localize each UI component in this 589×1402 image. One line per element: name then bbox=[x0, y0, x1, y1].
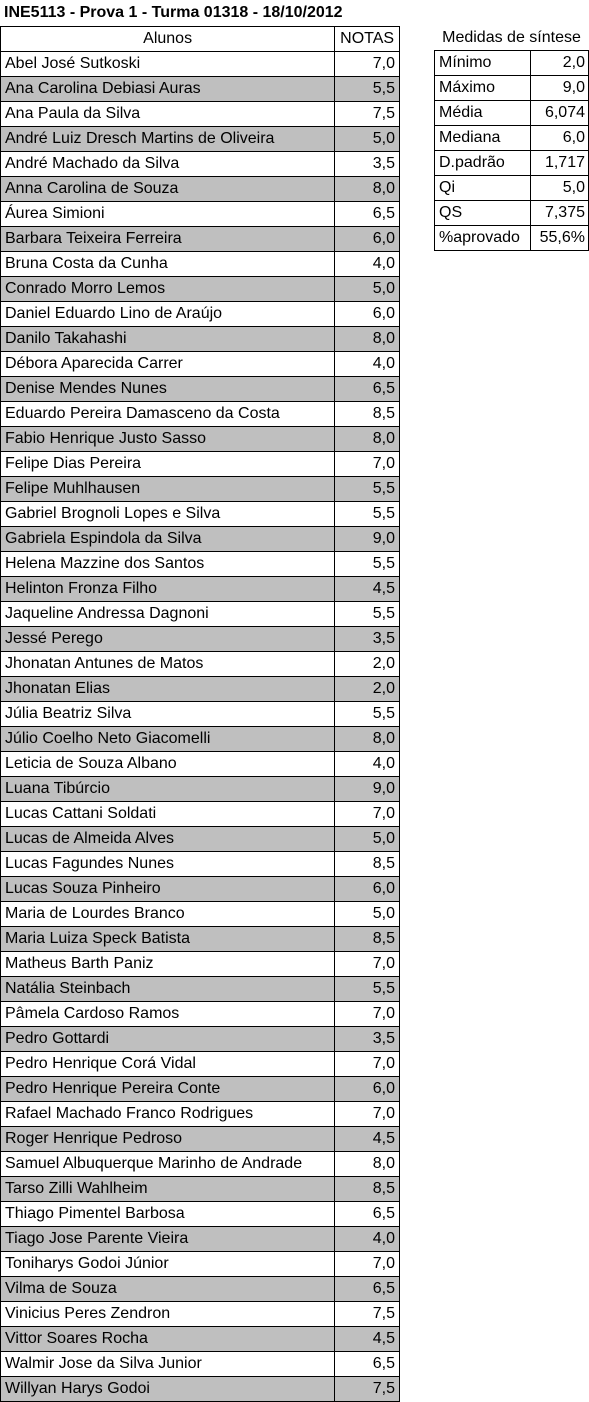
grades-header-row bbox=[1, 27, 400, 52]
student-name-cell[interactable]: Gabriel Brognoli Lopes e Silva bbox=[1, 502, 335, 527]
student-name-cell[interactable]: Daniel Eduardo Lino de Araújo bbox=[1, 302, 335, 327]
grades-table bbox=[0, 26, 400, 1402]
students-column-header[interactable]: Alunos bbox=[1, 27, 335, 52]
summary-value-cell[interactable]: 9,0 bbox=[531, 76, 589, 101]
student-grade-cell[interactable]: 5,0 bbox=[335, 902, 400, 927]
student-name-cell[interactable]: Júlio Coelho Neto Giacomelli bbox=[1, 727, 335, 752]
table-row bbox=[1, 952, 400, 977]
student-grade-cell[interactable]: 7,5 bbox=[335, 1302, 400, 1327]
student-grade-cell[interactable]: 8,0 bbox=[335, 177, 400, 202]
grades-column-header[interactable]: NOTAS bbox=[335, 27, 400, 52]
student-name-cell[interactable]: Denise Mendes Nunes bbox=[1, 377, 335, 402]
summary-value-cell[interactable]: 2,0 bbox=[531, 51, 589, 76]
student-grade-cell[interactable]: 8,5 bbox=[335, 927, 400, 952]
student-name-cell[interactable]: Tarso Zilli Wahlheim bbox=[1, 1177, 335, 1202]
summary-title[interactable]: Medidas de síntese bbox=[442, 29, 581, 46]
table-row bbox=[1, 1302, 400, 1327]
student-grade-cell[interactable]: 7,0 bbox=[335, 1002, 400, 1027]
student-name-cell[interactable]: Willyan Harys Godoi bbox=[1, 1377, 335, 1402]
summary-value-cell[interactable]: 5,0 bbox=[531, 176, 589, 201]
student-name-cell[interactable]: Felipe Dias Pereira bbox=[1, 452, 335, 477]
student-grade-cell[interactable]: 7,0 bbox=[335, 1252, 400, 1277]
student-name-cell[interactable]: Débora Aparecida Carrer bbox=[1, 352, 335, 377]
student-grade-cell[interactable]: 9,0 bbox=[335, 527, 400, 552]
student-grade-cell[interactable]: 6,5 bbox=[335, 1277, 400, 1302]
student-name-cell[interactable]: André Luiz Dresch Martins de Oliveira bbox=[1, 127, 335, 152]
student-grade-cell[interactable]: 4,5 bbox=[335, 1327, 400, 1352]
student-grade-cell[interactable]: 4,5 bbox=[335, 577, 400, 602]
table-row bbox=[1, 77, 400, 102]
student-grade-cell[interactable]: 8,0 bbox=[335, 427, 400, 452]
summary-row bbox=[435, 76, 589, 101]
student-name-cell[interactable]: Lucas de Almeida Alves bbox=[1, 827, 335, 852]
summary-label-cell[interactable]: %aprovado bbox=[435, 226, 531, 251]
student-name-cell[interactable]: André Machado da Silva bbox=[1, 152, 335, 177]
table-row bbox=[1, 1327, 400, 1352]
table-row bbox=[1, 252, 400, 277]
table-row bbox=[1, 452, 400, 477]
table-row bbox=[1, 1352, 400, 1377]
summary-row bbox=[435, 176, 589, 201]
student-grade-cell[interactable]: 4,0 bbox=[335, 752, 400, 777]
student-grade-cell[interactable]: 6,0 bbox=[335, 877, 400, 902]
table-row bbox=[1, 352, 400, 377]
table-row bbox=[1, 152, 400, 177]
student-grade-cell[interactable]: 7,0 bbox=[335, 52, 400, 77]
table-row bbox=[1, 1027, 400, 1052]
student-name-cell[interactable]: Lucas Cattani Soldati bbox=[1, 802, 335, 827]
table-row bbox=[1, 1177, 400, 1202]
summary-table bbox=[434, 26, 589, 251]
summary-value-cell[interactable]: 6,0 bbox=[531, 126, 589, 151]
table-row bbox=[1, 1152, 400, 1177]
table-row bbox=[1, 1277, 400, 1302]
student-grade-cell[interactable]: 5,5 bbox=[335, 602, 400, 627]
table-row bbox=[1, 902, 400, 927]
student-name-cell[interactable]: Maria Luiza Speck Batista bbox=[1, 927, 335, 952]
student-name-cell[interactable]: Abel José Sutkoski bbox=[1, 52, 335, 77]
summary-row bbox=[435, 101, 589, 126]
student-grade-cell[interactable]: 6,5 bbox=[335, 1202, 400, 1227]
student-name-cell[interactable]: Anna Carolina de Souza bbox=[1, 177, 335, 202]
table-row bbox=[1, 227, 400, 252]
student-grade-cell[interactable]: 8,0 bbox=[335, 1152, 400, 1177]
student-grade-cell[interactable]: 4,5 bbox=[335, 1127, 400, 1152]
table-row bbox=[1, 1252, 400, 1277]
student-grade-cell[interactable]: 7,0 bbox=[335, 1052, 400, 1077]
student-grade-cell[interactable]: 4,0 bbox=[335, 1227, 400, 1252]
table-row bbox=[1, 427, 400, 452]
summary-label-cell[interactable]: Média bbox=[435, 101, 531, 126]
table-row bbox=[1, 577, 400, 602]
student-name-cell[interactable]: Barbara Teixeira Ferreira bbox=[1, 227, 335, 252]
student-name-cell[interactable]: Ana Carolina Debiasi Auras bbox=[1, 77, 335, 102]
table-row bbox=[1, 1377, 400, 1402]
student-name-cell[interactable]: Vilma de Souza bbox=[1, 1277, 335, 1302]
student-grade-cell[interactable]: 5,5 bbox=[335, 77, 400, 102]
student-name-cell[interactable]: Felipe Muhlhausen bbox=[1, 477, 335, 502]
student-name-cell[interactable]: Matheus Barth Paniz bbox=[1, 952, 335, 977]
student-name-cell[interactable]: Leticia de Souza Albano bbox=[1, 752, 335, 777]
table-row bbox=[1, 327, 400, 352]
student-grade-cell[interactable]: 6,5 bbox=[335, 377, 400, 402]
student-name-cell[interactable]: Júlia Beatriz Silva bbox=[1, 702, 335, 727]
student-name-cell[interactable]: Ana Paula da Silva bbox=[1, 102, 335, 127]
table-row bbox=[1, 127, 400, 152]
student-grade-cell[interactable]: 7,0 bbox=[335, 952, 400, 977]
student-name-cell[interactable]: Vinicius Peres Zendron bbox=[1, 1302, 335, 1327]
student-grade-cell[interactable]: 6,0 bbox=[335, 302, 400, 327]
summary-label-cell[interactable]: Qi bbox=[435, 176, 531, 201]
student-grade-cell[interactable]: 4,0 bbox=[335, 252, 400, 277]
student-name-cell[interactable]: Jessé Perego bbox=[1, 627, 335, 652]
table-row bbox=[1, 602, 400, 627]
student-name-cell[interactable]: Gabriela Espindola da Silva bbox=[1, 527, 335, 552]
summary-value-cell[interactable]: 6,074 bbox=[531, 101, 589, 126]
student-name-cell[interactable]: Rafael Machado Franco Rodrigues bbox=[1, 1102, 335, 1127]
table-row bbox=[1, 377, 400, 402]
summary-label-cell[interactable]: Máximo bbox=[435, 76, 531, 101]
table-row bbox=[1, 977, 400, 1002]
table-row bbox=[1, 827, 400, 852]
student-grade-cell[interactable]: 6,0 bbox=[335, 227, 400, 252]
summary-row bbox=[435, 151, 589, 176]
sheet-title: INE5113 - Prova 1 - Turma 01318 - 18/10/2012 bbox=[4, 4, 343, 21]
student-grade-cell[interactable]: 4,0 bbox=[335, 352, 400, 377]
summary-row bbox=[435, 226, 589, 251]
student-name-cell[interactable]: Walmir Jose da Silva Junior bbox=[1, 1352, 335, 1377]
table-row bbox=[1, 177, 400, 202]
student-grade-cell[interactable]: 8,0 bbox=[335, 327, 400, 352]
table-row bbox=[1, 502, 400, 527]
table-row bbox=[1, 777, 400, 802]
student-grade-cell[interactable]: 5,5 bbox=[335, 502, 400, 527]
student-name-cell[interactable]: Luana Tibúrcio bbox=[1, 777, 335, 802]
student-name-cell[interactable]: Bruna Costa da Cunha bbox=[1, 252, 335, 277]
student-name-cell[interactable]: Fabio Henrique Justo Sasso bbox=[1, 427, 335, 452]
student-grade-cell[interactable]: 2,0 bbox=[335, 677, 400, 702]
student-grade-cell[interactable]: 5,0 bbox=[335, 127, 400, 152]
table-row bbox=[1, 627, 400, 652]
summary-value-cell[interactable]: 55,6% bbox=[531, 226, 589, 251]
table-row bbox=[1, 702, 400, 727]
student-name-cell[interactable]: Vittor Soares Rocha bbox=[1, 1327, 335, 1352]
table-row bbox=[1, 927, 400, 952]
student-name-cell[interactable]: Jhonatan Antunes de Matos bbox=[1, 652, 335, 677]
summary-row bbox=[435, 201, 589, 226]
table-row bbox=[1, 752, 400, 777]
table-row bbox=[1, 677, 400, 702]
summary-label-cell[interactable]: D.padrão bbox=[435, 151, 531, 176]
student-name-cell[interactable]: Helinton Fronza Filho bbox=[1, 577, 335, 602]
student-grade-cell[interactable]: 8,5 bbox=[335, 402, 400, 427]
student-grade-cell[interactable]: 6,0 bbox=[335, 1077, 400, 1102]
table-row bbox=[1, 1202, 400, 1227]
table-row bbox=[1, 402, 400, 427]
student-grade-cell[interactable]: 5,0 bbox=[335, 827, 400, 852]
table-row bbox=[1, 1002, 400, 1027]
student-name-cell[interactable]: Lucas Souza Pinheiro bbox=[1, 877, 335, 902]
student-name-cell[interactable]: Maria de Lourdes Branco bbox=[1, 902, 335, 927]
student-name-cell[interactable]: Lucas Fagundes Nunes bbox=[1, 852, 335, 877]
table-row bbox=[1, 477, 400, 502]
table-row bbox=[1, 802, 400, 827]
table-row bbox=[1, 1127, 400, 1152]
student-grade-cell[interactable]: 5,5 bbox=[335, 702, 400, 727]
table-row bbox=[1, 527, 400, 552]
table-row bbox=[1, 852, 400, 877]
student-name-cell[interactable]: Jaqueline Andressa Dagnoni bbox=[1, 602, 335, 627]
student-name-cell[interactable]: Pedro Gottardi bbox=[1, 1027, 335, 1052]
summary-label-cell[interactable]: Mediana bbox=[435, 126, 531, 151]
student-name-cell[interactable]: Jhonatan Elias bbox=[1, 677, 335, 702]
student-name-cell[interactable]: Toniharys Godoi Júnior bbox=[1, 1252, 335, 1277]
student-name-cell[interactable]: Samuel Albuquerque Marinho de Andrade bbox=[1, 1152, 335, 1177]
student-name-cell[interactable]: Thiago Pimentel Barbosa bbox=[1, 1202, 335, 1227]
student-grade-cell[interactable]: 5,5 bbox=[335, 977, 400, 1002]
student-name-cell[interactable]: Pedro Henrique Corá Vidal bbox=[1, 1052, 335, 1077]
student-name-cell[interactable]: Danilo Takahashi bbox=[1, 327, 335, 352]
student-grade-cell[interactable]: 7,0 bbox=[335, 452, 400, 477]
table-row bbox=[1, 102, 400, 127]
table-row bbox=[1, 1052, 400, 1077]
student-name-cell[interactable]: Áurea Simioni bbox=[1, 202, 335, 227]
summary-value-cell[interactable]: 1,717 bbox=[531, 151, 589, 176]
table-row bbox=[1, 277, 400, 302]
student-grade-cell[interactable]: 3,5 bbox=[335, 1027, 400, 1052]
student-grade-cell[interactable]: 5,5 bbox=[335, 477, 400, 502]
student-grade-cell[interactable]: 7,5 bbox=[335, 102, 400, 127]
student-grade-cell[interactable]: 8,0 bbox=[335, 727, 400, 752]
student-name-cell[interactable]: Conrado Morro Lemos bbox=[1, 277, 335, 302]
summary-label-cell[interactable]: QS bbox=[435, 201, 531, 226]
table-row bbox=[1, 1102, 400, 1127]
student-grade-cell[interactable]: 3,5 bbox=[335, 627, 400, 652]
student-name-cell[interactable]: Eduardo Pereira Damasceno da Costa bbox=[1, 402, 335, 427]
table-row bbox=[1, 202, 400, 227]
student-name-cell[interactable]: Pâmela Cardoso Ramos bbox=[1, 1002, 335, 1027]
student-grade-cell[interactable]: 7,5 bbox=[335, 1377, 400, 1402]
student-name-cell[interactable]: Helena Mazzine dos Santos bbox=[1, 552, 335, 577]
table-row bbox=[1, 1077, 400, 1102]
student-name-cell[interactable]: Pedro Henrique Pereira Conte bbox=[1, 1077, 335, 1102]
student-grade-cell[interactable]: 8,5 bbox=[335, 1177, 400, 1202]
summary-label-cell[interactable]: Mínimo bbox=[435, 51, 531, 76]
student-grade-cell[interactable]: 5,5 bbox=[335, 552, 400, 577]
student-grade-cell[interactable]: 7,0 bbox=[335, 1102, 400, 1127]
table-row bbox=[1, 1227, 400, 1252]
summary-row bbox=[435, 126, 589, 151]
summary-value-cell[interactable]: 7,375 bbox=[531, 201, 589, 226]
student-grade-cell[interactable]: 7,0 bbox=[335, 802, 400, 827]
table-row bbox=[1, 302, 400, 327]
table-row bbox=[1, 552, 400, 577]
table-row bbox=[1, 727, 400, 752]
student-grade-cell[interactable]: 9,0 bbox=[335, 777, 400, 802]
student-name-cell[interactable]: Natália Steinbach bbox=[1, 977, 335, 1002]
student-grade-cell[interactable]: 2,0 bbox=[335, 652, 400, 677]
table-row bbox=[1, 52, 400, 77]
student-grade-cell[interactable]: 6,5 bbox=[335, 202, 400, 227]
student-name-cell[interactable]: Tiago Jose Parente Vieira bbox=[1, 1227, 335, 1252]
student-grade-cell[interactable]: 5,0 bbox=[335, 277, 400, 302]
student-grade-cell[interactable]: 8,5 bbox=[335, 852, 400, 877]
summary-header-row bbox=[435, 26, 589, 51]
table-row bbox=[1, 877, 400, 902]
summary-row bbox=[435, 51, 589, 76]
student-grade-cell[interactable]: 3,5 bbox=[335, 152, 400, 177]
student-name-cell[interactable]: Roger Henrique Pedroso bbox=[1, 1127, 335, 1152]
student-grade-cell[interactable]: 6,5 bbox=[335, 1352, 400, 1377]
table-row bbox=[1, 652, 400, 677]
